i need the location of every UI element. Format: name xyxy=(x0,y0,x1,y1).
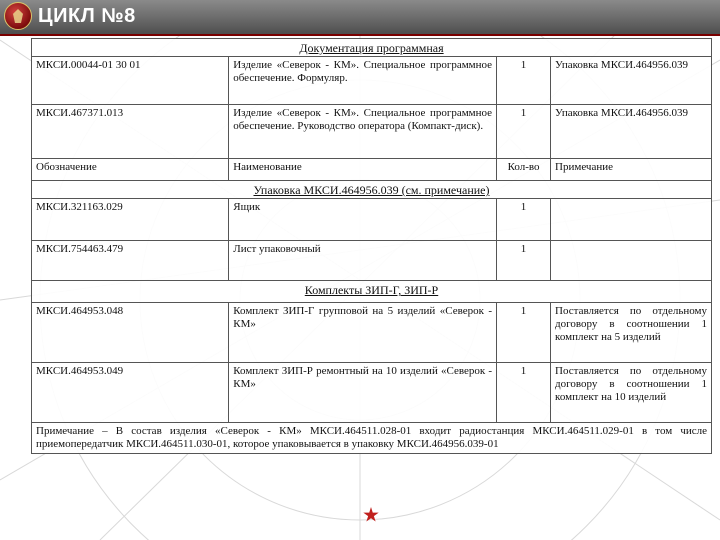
column-header-note: Примечание xyxy=(551,159,712,181)
section-row xyxy=(32,181,712,199)
footnote-text: Примечание – В состав изделия «Северок - КМ» МКСИ.464511.028-01 входит радиостанция МКСИ.464511.029-01 в том числе приемопередатчик МКСИ.464511.030-01, которое упаковывается в упаковку МКСИ.464956.039-01 xyxy=(32,423,712,454)
table-row xyxy=(32,303,712,363)
table-row xyxy=(32,199,712,241)
table-title-row xyxy=(32,39,712,57)
column-header-qty: Кол-во xyxy=(497,159,551,181)
row-name: Комплект ЗИП-Р ремонтный на 10 изделий «Северок - КМ» xyxy=(229,363,497,423)
header-title: ЦИКЛ №8 xyxy=(38,5,136,27)
table-row xyxy=(32,241,712,281)
column-header-code: Обозначение xyxy=(32,159,229,181)
row-qty: 1 xyxy=(497,105,551,159)
header-bar xyxy=(0,0,720,36)
row-qty: 1 xyxy=(497,303,551,363)
row-name: Ящик xyxy=(229,199,497,241)
row-note xyxy=(551,241,712,281)
specification-document xyxy=(31,38,712,454)
row-name: Комплект ЗИП-Г групповой на 5 изделий «Северок - КМ» xyxy=(229,303,497,363)
column-header-name: Наименование xyxy=(229,159,497,181)
footnote-row xyxy=(32,423,712,454)
section-title-zip: Комплекты ЗИП-Г, ЗИП-Р xyxy=(32,281,712,303)
table-title: Документация программная xyxy=(32,39,712,57)
row-note xyxy=(551,199,712,241)
table-row xyxy=(32,105,712,159)
row-code: МКСИ.321163.029 xyxy=(32,199,229,241)
specification-table xyxy=(31,38,712,454)
row-qty: 1 xyxy=(497,199,551,241)
row-code: МКСИ.467371.013 xyxy=(32,105,229,159)
row-note: Упаковка МКСИ.464956.039 xyxy=(551,105,712,159)
table-row xyxy=(32,363,712,423)
row-code: МКСИ.754463.479 xyxy=(32,241,229,281)
row-note: Поставляется по отдельному договору в соотношении 1 комплект на 10 изделий xyxy=(551,363,712,423)
row-name: Изделие «Северок - КМ». Специальное программное обеспечение. Руководство оператора (Компакт-диск). xyxy=(229,105,497,159)
row-qty: 1 xyxy=(497,57,551,105)
row-code: МКСИ.00044-01 30 01 xyxy=(32,57,229,105)
row-qty: 1 xyxy=(497,363,551,423)
row-code: МКСИ.464953.048 xyxy=(32,303,229,363)
row-note: Упаковка МКСИ.464956.039 xyxy=(551,57,712,105)
row-qty: 1 xyxy=(497,241,551,281)
row-note: Поставляется по отдельному договору в соотношении 1 комплект на 5 изделий xyxy=(551,303,712,363)
emblem-icon xyxy=(4,2,32,30)
section-title-packing: Упаковка МКСИ.464956.039 (см. примечание) xyxy=(32,181,712,199)
row-name: Изделие «Северок - КМ». Специальное программное обеспечение. Формуляр. xyxy=(229,57,497,105)
row-name: Лист упаковочный xyxy=(229,241,497,281)
column-header-row xyxy=(32,159,712,181)
section-row xyxy=(32,281,712,303)
row-code: МКСИ.464953.049 xyxy=(32,363,229,423)
table-row xyxy=(32,57,712,105)
